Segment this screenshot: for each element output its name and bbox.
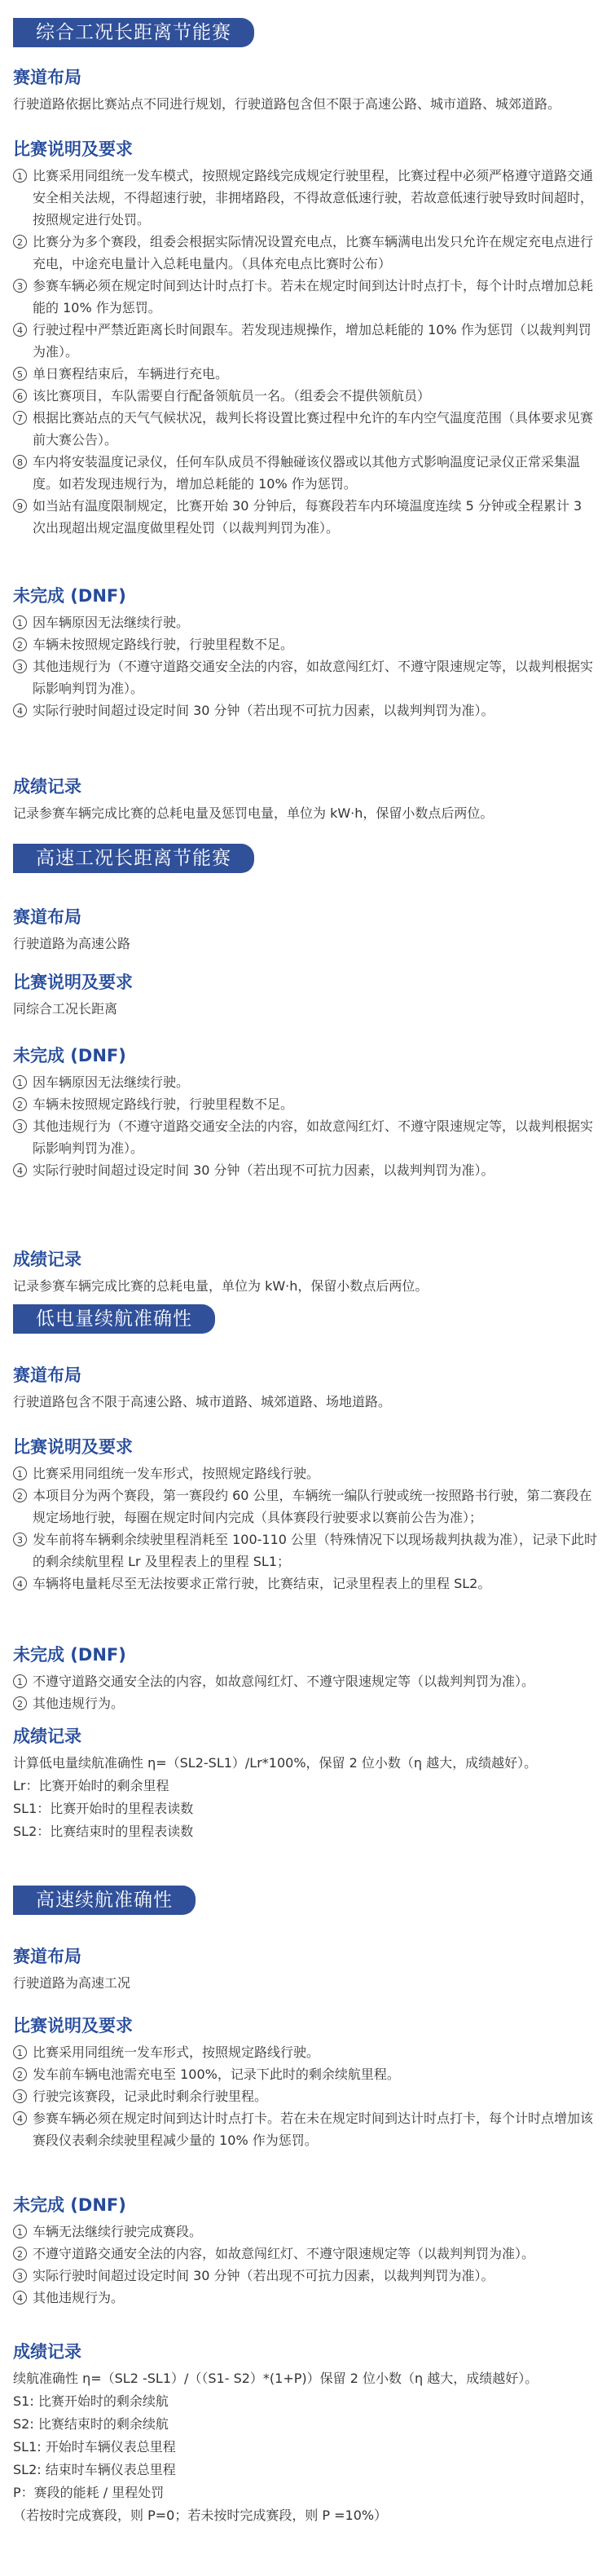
definition-line: S1: 比赛开始时的剩余续航 [13,2393,169,2409]
section-4-score [13,2340,598,2527]
list-item: 1 车辆无法继续行驶完成赛段。 [13,2221,598,2243]
section-3-dnf [13,1643,598,1714]
list-item: 4 实际行驶时间超过设定时间 30 分钟（若出现不可抗力因素，以裁判判罚为准）。 [13,1159,598,1181]
section-heading: 比赛说明及要求 [13,1437,133,1457]
section-1-dnf [13,584,598,721]
list-item: 1 因车辆原因无法继续行驶。 [13,611,598,633]
dnf-list [13,1670,598,1714]
section-2-dnf [13,1043,598,1181]
section-4-dnf [13,2193,598,2309]
section-3-body [13,1363,598,1413]
section-1-rules [13,137,598,539]
list-item: 3 行驶完该赛段，记录此时剩余行驶里程。 [13,2085,598,2107]
section-text: 行驶道路包含不限于高速公路、城市道路、城郊道路、场地道路。 [13,1394,392,1409]
section-heading: 成绩记录 [13,2342,81,2362]
list-item: 1 不遵守道路交通安全法的内容，如故意闯红灯、不遵守限速规定等（以裁判判罚为准）。 [13,1670,598,1692]
section-text: 行驶道路依据比赛站点不同进行规划，行驶道路包含但不限于高速公路、城市道路、城郊道路。 [13,96,561,112]
section-heading: 赛道布局 [13,1365,81,1385]
list-item: 4 参赛车辆必须在规定时间到达计时点打卡。若在未在规定时间到达计时点打卡，每个计时点增加该赛段仪表剩余续驶里程减少量的 10% 作为惩罚。 [13,2107,598,2151]
section-heading: 成绩记录 [13,1250,81,1269]
section-banner: 高速工况长距离节能赛 [13,844,254,873]
list-item: 2 不遵守道路交通安全法的内容，如故意闯红灯、不遵守限速规定等（以裁判判罚为准）。 [13,2243,598,2265]
section-2-body [13,905,598,955]
dnf-list [13,1071,598,1181]
section-banner: 低电量续航准确性 [13,1304,215,1334]
definition-line: （若按时完成赛段，则 P=0；若未按时完成赛段，则 P =10%） [13,2508,388,2523]
list-item: 2 车辆未按照规定路线行驶，行驶里程数不足。 [13,633,598,655]
section-heading: 未完成 (DNF) [13,1046,126,1065]
dnf-list [13,611,598,721]
section-3-rules [13,1435,598,1595]
section-heading: 成绩记录 [13,1727,81,1746]
section-4-rules [13,2014,598,2151]
list-item: 1 比赛采用同组统一发车形式，按照规定路线行驶。 [13,1462,598,1484]
formula-line: 计算低电量续航准确性 η=（SL2-SL1）/Lr*100%，保留 2 位小数（η 越大，成绩越好）。 [13,1755,538,1771]
section-text: 记录参赛车辆完成比赛的总耗电量及惩罚电量，单位为 kW·h，保留小数点后两位。 [13,805,494,821]
definition-line: P：赛段的能耗 / 里程处罚 [13,2485,165,2500]
section-text: 记录参赛车辆完成比赛的总耗电量，单位为 kW·h，保留小数点后两位。 [13,1278,429,1294]
rule-list [13,1462,598,1595]
section-heading: 比赛说明及要求 [13,2016,133,2036]
list-item: 6 该比赛项目，车队需要自行配备领航员一名。（组委会不提供领航员） [13,385,598,407]
list-item: 4 行驶过程中严禁近距离长时间跟车。若发现违规操作，增加总耗能的 10% 作为惩罚（以裁判判罚为准）。 [13,319,598,363]
list-item: 3 其他违规行为（不遵守道路交通安全法的内容，如故意闯红灯、不遵守限速规定等，以裁判根据实际影响判罚为准）。 [13,1115,598,1159]
section-heading: 未完成 (DNF) [13,2195,126,2215]
section-heading: 赛道布局 [13,1947,81,1966]
definition-line: SL2: 结束时车辆仪表总里程 [13,2462,176,2477]
section-heading: 赛道布局 [13,907,81,927]
section-heading: 未完成 (DNF) [13,586,126,606]
section-heading: 赛道布局 [13,68,81,87]
definition-line: S2: 比赛结束时的剩余续航 [13,2416,169,2432]
section-text: 行驶道路为高速公路 [13,936,131,951]
section-heading: 比赛说明及要求 [13,139,133,159]
list-item: 4 其他违规行为。 [13,2287,598,2309]
dnf-list [13,2221,598,2309]
section-2-rules [13,970,598,1020]
list-item: 4 实际行驶时间超过设定时间 30 分钟（若出现不可抗力因素，以裁判判罚为准）。 [13,699,598,721]
definition-line: SL1：比赛开始时的里程表读数 [13,1801,194,1816]
list-item: 2 车辆未按照规定路线行驶，行驶里程数不足。 [13,1093,598,1115]
section-banner: 综合工况长距离节能赛 [13,18,254,47]
list-item: 1 比赛采用同组统一发车形式，按照规定路线行驶。 [13,2041,598,2063]
list-item: 1 比赛采用同组统一发车模式，按照规定路线完成规定行驶里程，比赛过程中必须严格遵守道路交通安全相关法规，不得超速行驶，非拥堵路段，不得故意低速行驶，若故意低速行驶导致时间超时，按照规定进行处罚。 [13,165,598,231]
section-4-body [13,1944,598,1994]
section-3-score [13,1724,598,1843]
list-item: 7 根据比赛站点的天气气候状况，裁判长将设置比赛过程中允许的车内空气温度范围（具体要求见赛前大赛公告）。 [13,407,598,451]
section-text: 同综合工况长距离 [13,1001,118,1017]
definition-line: SL1: 开始时车辆仪表总里程 [13,2439,176,2455]
definition-line: Lr：比赛开始时的剩余里程 [13,1778,169,1793]
section-heading: 成绩记录 [13,777,81,796]
list-item: 5 单日赛程结束后，车辆进行充电。 [13,363,598,385]
section-2-score [13,1247,598,1297]
list-item: 9 如当站有温度限制规定，比赛开始 30 分钟后，每赛段若车内环境温度连续 5 分钟或全程累计 3 次出现超出规定温度做里程处罚（以裁判判罚为准）。 [13,495,598,539]
list-item: 4 车辆将电量耗尽至无法按要求正常行驶，比赛结束，记录里程表上的里程 SL2。 [13,1573,598,1595]
list-item: 2 其他违规行为。 [13,1692,598,1714]
rule-list [13,165,598,539]
list-item: 3 参赛车辆必须在规定时间到达计时点打卡。若未在规定时间到达计时点打卡，每个计时点增加总耗能的 10% 作为惩罚。 [13,275,598,319]
section-heading: 未完成 (DNF) [13,1645,126,1665]
list-item: 2 比赛分为多个赛段，组委会根据实际情况设置充电点，比赛车辆满电出发只允许在规定充电点进行充电，中途充电量计入总耗电量内。（具体充电点比赛时公布） [13,231,598,275]
list-item: 3 其他违规行为（不遵守道路交通安全法的内容，如故意闯红灯、不遵守限速规定等，以裁判根据实际影响判罚为准）。 [13,655,598,699]
section-1-score [13,774,598,824]
list-item: 8 车内将安装温度记录仪，任何车队成员不得触碰该仪器或以其他方式影响温度记录仪正常采集温度。如若发现违规行为，增加总耗能的 10% 作为惩罚。 [13,451,598,495]
formula-line: 续航准确性 η=（SL2 -SL1）/（（S1- S2）*(1+P)）保留 2 位小数（η 越大，成绩越好）。 [13,2371,538,2386]
list-item: 1 因车辆原因无法继续行驶。 [13,1071,598,1093]
list-item: 2 发车前车辆电池需充电至 100%，记录下此时的剩余续航里程。 [13,2063,598,2085]
section-heading: 比赛说明及要求 [13,973,133,992]
list-item: 3 实际行驶时间超过设定时间 30 分钟（若出现不可抗力因素，以裁判判罚为准）。 [13,2265,598,2287]
list-item: 2 本项目分为两个赛段，第一赛段约 60 公里，车辆统一编队行驶或统一按照路书行驶，第二赛段在规定场地行驶，每圈在规定时间内完成（具体赛段行驶要求以赛前公告为准）； [13,1484,598,1528]
definition-line: SL2：比赛结束时的里程表读数 [13,1824,194,1839]
section-1-body [13,65,598,115]
section-text: 行驶道路为高速工况 [13,1975,131,1991]
list-item: 3 发车前将车辆剩余续驶里程消耗至 100-110 公里（特殊情况下以现场裁判执裁为准），记录下此时的剩余续航里程 Lr 及里程表上的里程 SL1； [13,1528,598,1573]
section-banner: 高速续航准确性 [13,1886,196,1915]
rule-list [13,2041,598,2151]
